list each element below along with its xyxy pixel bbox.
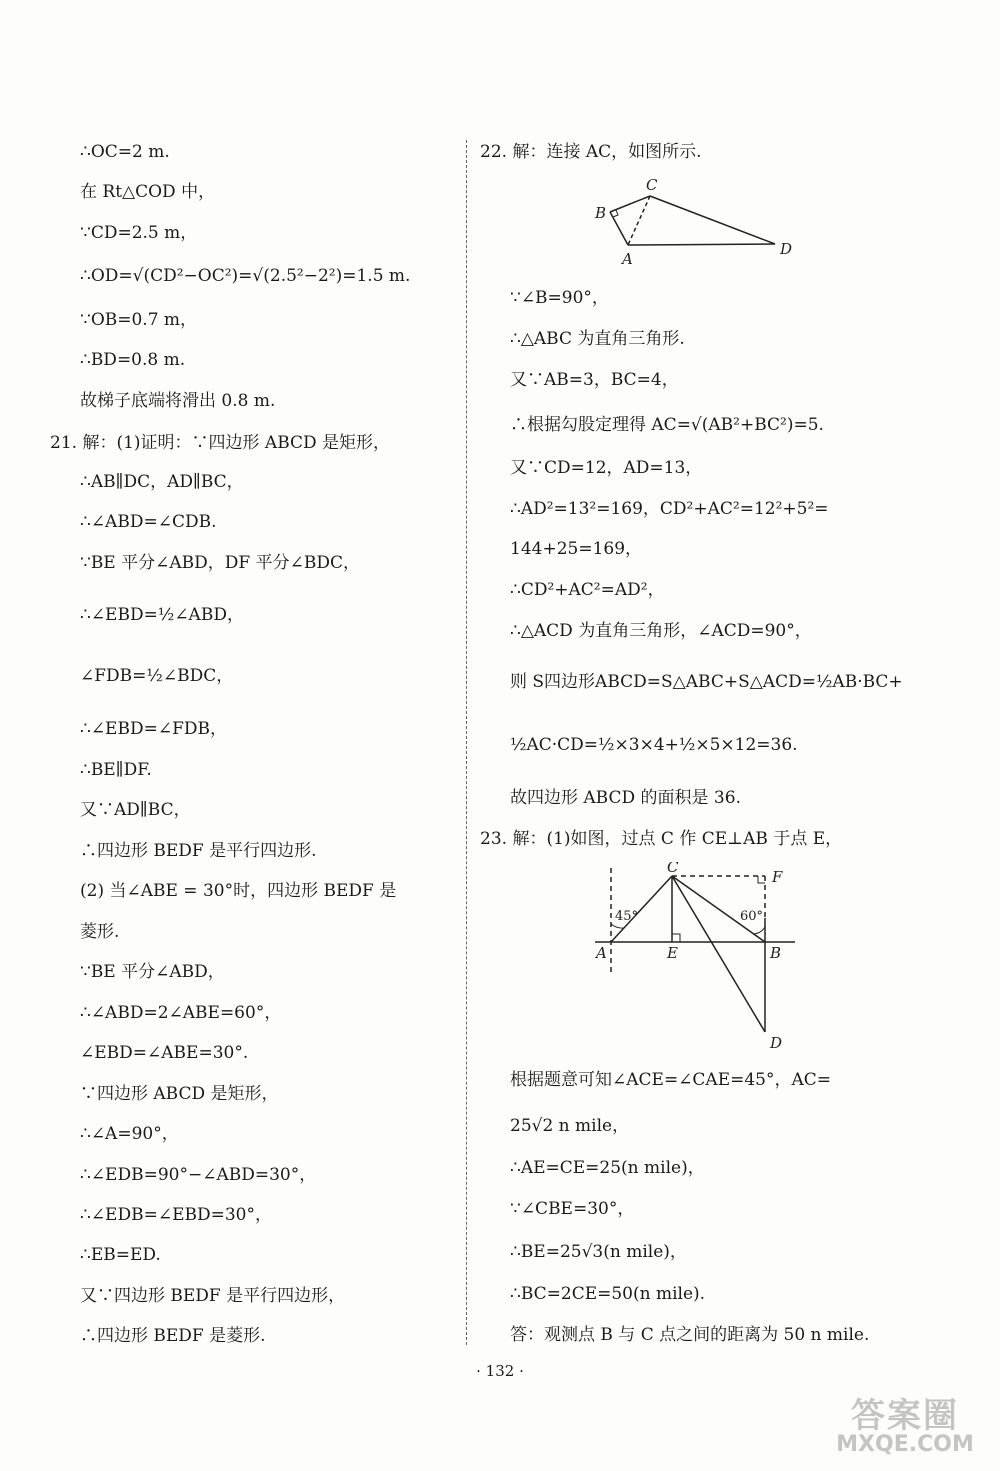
angle-label-60: 60°: [740, 909, 764, 924]
label-c: C: [667, 862, 679, 876]
angle-arc-b: [753, 927, 765, 934]
text-line: ∴OD=√(CD²−OC²)=√(2.5²−2²)=1.5 m.: [80, 266, 411, 286]
text-line: ½AC·CD=½×3×4+½×5×12=36.: [510, 735, 798, 755]
text-line: ∴∠EBD=½∠ABD，: [80, 605, 244, 625]
text-line: 又∵四边形 BEDF 是平行四边形，: [80, 1286, 346, 1306]
text-line: ∴四边形 BEDF 是菱形.: [80, 1326, 266, 1346]
label-f: F: [772, 868, 783, 886]
text-line: ∴∠EBD=∠FDB，: [80, 719, 227, 739]
text-line: ∴BE=25√3(n mile)，: [510, 1242, 687, 1262]
text-line: 又∵CD=12，AD=13，: [510, 458, 703, 478]
text-line: ∴∠EDB=90°−∠ABD=30°，: [80, 1165, 317, 1185]
angle-arc-a: [611, 924, 624, 928]
text-line: 144+25=169，: [510, 539, 643, 559]
text-line: ∵四边形 ABCD 是矩形，: [80, 1084, 279, 1104]
text-line: ∴AD²=13²=169，CD²+AC²=12²+5²=: [510, 499, 829, 519]
label-d: D: [770, 1034, 783, 1052]
text-line: 根据题意可知∠ACE=∠CAE=45°，AC=: [510, 1070, 832, 1090]
text-line: ∵BE 平分∠ABD，DF 平分∠BDC，: [80, 553, 360, 573]
text-line: ∵CD=2.5 m，: [80, 223, 198, 243]
right-angle-mark-f: [758, 876, 765, 883]
problem-23-heading: 23. 解：(1)如图，过点 C 作 CE⊥AB 于点 E，: [480, 829, 843, 849]
label-b: B: [595, 204, 607, 222]
figure-quadrilateral: [590, 172, 890, 272]
text-line: 又∵AD∥BC，: [80, 800, 191, 820]
column-divider: [466, 140, 467, 1345]
text-line: ∴AB∥DC，AD∥BC，: [80, 472, 244, 492]
text-line: ∴∠ABD=∠CDB.: [80, 512, 217, 532]
text-line: ∴∠ABD=2∠ABE=60°，: [80, 1003, 282, 1023]
watermark-logo-text: 答案圈: [851, 1396, 959, 1436]
label-c: C: [646, 176, 658, 194]
text-line: ∴∠A=90°，: [80, 1124, 179, 1144]
figure-bearing: [590, 862, 820, 1058]
text-line: ∴四边形 BEDF 是平行四边形.: [80, 841, 317, 861]
label-e: E: [667, 944, 678, 962]
label-a: A: [596, 944, 607, 962]
label-d: D: [780, 240, 793, 258]
text-line: ∴EB=ED.: [80, 1245, 161, 1265]
watermark: [820, 1388, 990, 1458]
segment-cd: [672, 876, 765, 1032]
text-line: ∴△ABC 为直角三角形.: [510, 329, 685, 349]
segment-da: [628, 244, 775, 245]
right-angle-mark-e: [672, 934, 680, 942]
text-line: ∴BD=0.8 m.: [80, 350, 186, 370]
problem-22-heading: 22. 解：连接 AC，如图所示.: [480, 142, 702, 162]
text-line: ∴CD²+AC²=AD²，: [510, 580, 665, 600]
text-line: (2) 当∠ABE = 30°时，四边形 BEDF 是: [80, 881, 397, 901]
segment-cd: [650, 196, 775, 244]
watermark-url: MXQE.COM: [836, 1432, 974, 1457]
text-line: ∠EBD=∠ABE=30°.: [80, 1043, 249, 1063]
segment-ab: [610, 212, 628, 245]
text-line: ∴AE=CE=25(n mile)，: [510, 1158, 705, 1178]
text-line: ∵BE 平分∠ABD，: [80, 962, 225, 982]
text-line: 又∵AB=3，BC=4，: [510, 370, 679, 390]
text-line: ∵∠B=90°，: [510, 288, 609, 308]
text-line: ∴OC=2 m.: [80, 142, 170, 162]
label-a: A: [622, 250, 633, 268]
text-line: ∴根据勾股定理得 AC=√(AB²+BC²)=5.: [510, 415, 824, 435]
text-line: 故四边形 ABCD 的面积是 36.: [510, 788, 741, 808]
text-line: ∵∠CBE=30°，: [510, 1199, 635, 1219]
page-number: · 132 ·: [476, 1362, 524, 1380]
text-line: 25√2 n mile，: [510, 1116, 630, 1136]
text-line: ∵OB=0.7 m，: [80, 310, 198, 330]
text-line: 菱形.: [80, 922, 120, 942]
text-line: 故梯子底端将滑出 0.8 m.: [80, 391, 276, 411]
text-line: 在 Rt△COD 中，: [80, 182, 216, 202]
text-line: 答：观测点 B 与 C 点之间的距离为 50 n mile.: [510, 1325, 870, 1345]
label-b: B: [770, 944, 782, 962]
problem-21-heading: 21. 解：(1)证明：∵四边形 ABCD 是矩形，: [50, 433, 391, 453]
text-line: 则 S四边形ABCD=S△ABC+S△ACD=½AB·BC+: [510, 672, 903, 692]
text-line: ∴BE∥DF.: [80, 760, 152, 780]
text-line: ∴△ACD 为直角三角形，∠ACD=90°，: [510, 621, 812, 641]
text-line: ∴∠EDB=∠EBD=30°，: [80, 1205, 272, 1225]
angle-label-45: 45°: [615, 909, 639, 924]
text-line: ∠FDB=½∠BDC，: [80, 666, 234, 686]
text-line: ∴BC=2CE=50(n mile).: [510, 1284, 706, 1304]
